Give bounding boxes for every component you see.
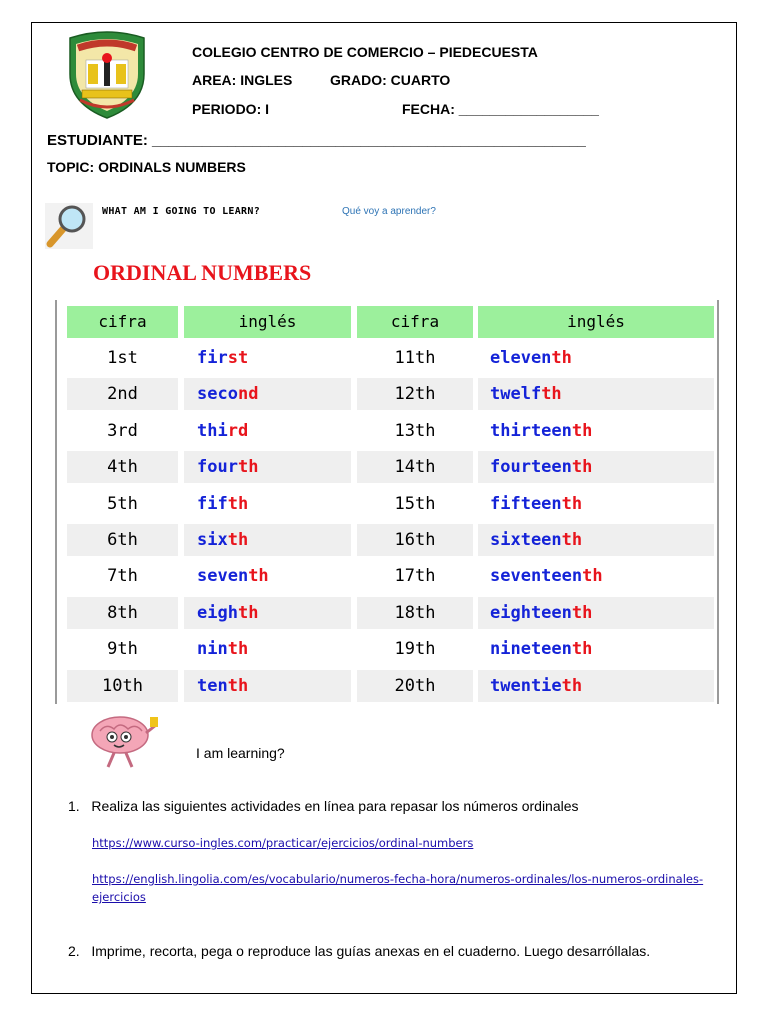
word-suffix: th: [561, 493, 583, 514]
topic-label: TOPIC: ORDINALS NUMBERS: [47, 159, 246, 175]
ordinal-word-cell: [184, 670, 351, 702]
word-suffix: st: [227, 348, 249, 368]
word-suffix: th: [227, 530, 249, 550]
table-row: [67, 342, 714, 374]
ordinal-word-cell: [184, 342, 351, 374]
word-stem: seven: [197, 566, 249, 587]
ordinal-number-cell: 1st: [67, 342, 178, 374]
ordinal-word-cell: [184, 488, 351, 520]
word-stem: nineteen: [490, 639, 572, 660]
word-stem: nin: [197, 639, 228, 660]
word-suffix: th: [571, 639, 593, 660]
word-stem: ten: [197, 675, 228, 696]
table-row: [67, 415, 714, 447]
ordinal-number-cell: 11th: [357, 342, 473, 374]
word-stem: twelf: [490, 384, 542, 405]
ordinal-number-cell: 10th: [67, 670, 178, 702]
word-suffix: th: [571, 420, 593, 441]
ordinal-number-cell: 20th: [357, 670, 473, 702]
ordinal-number-cell: 5th: [67, 488, 178, 520]
word-suffix: nd: [237, 384, 259, 405]
word-suffix: th: [227, 675, 249, 696]
ordinal-number-cell: 12th: [357, 378, 473, 410]
word-stem: seco: [197, 384, 238, 405]
ordinal-word-cell: [184, 415, 351, 447]
word-suffix: th: [237, 602, 259, 623]
word-stem: sixteen: [490, 530, 562, 550]
ordinal-numbers-title: ORDINAL NUMBERS: [93, 260, 312, 285]
student-field: ESTUDIANTE: ____________________________________________________: [47, 132, 586, 149]
grade-label: GRADO: CUARTO: [330, 72, 451, 88]
curso-ingles-link[interactable]: https://www.curso-ingles.com/practicar/ejercicios/ordinal-numbers: [92, 836, 474, 850]
word-stem: twentie: [490, 675, 562, 696]
school-crest-logo: [64, 30, 150, 120]
ordinal-word-cell: [184, 451, 351, 483]
learn-question: WHAT AM I GOING TO LEARN?: [102, 206, 261, 217]
date-field: FECHA: __________________: [402, 101, 599, 117]
word-suffix: th: [551, 348, 572, 368]
ordinal-number-cell: 4th: [67, 451, 178, 483]
word-suffix: th: [582, 566, 603, 587]
word-stem: fir: [197, 348, 228, 368]
ordinal-number-cell: 15th: [357, 488, 473, 520]
table-row: [67, 670, 714, 702]
activity-2-text: Imprime, recorta, pega o reproduce las guías anexas en el cuaderno. Luego desarróllalas.: [91, 943, 651, 959]
ordinal-number-cell: 14th: [357, 451, 473, 483]
activity-2: [68, 943, 650, 959]
ordinal-number-cell: 18th: [357, 597, 473, 629]
word-stem: thirteen: [490, 420, 572, 441]
ordinal-word-cell: [478, 378, 714, 410]
ordinal-word-cell: [478, 670, 714, 702]
ordinal-number-cell: 6th: [67, 524, 178, 556]
ordinal-number-cell: 13th: [357, 415, 473, 447]
word-stem: seventeen: [490, 566, 583, 587]
activity-1-text: Realiza las siguientes actividades en línea para repasar los números ordinales: [91, 798, 579, 814]
ordinal-number-cell: 3rd: [67, 415, 178, 447]
area-label: AREA: INGLES: [192, 72, 293, 88]
table-row: [67, 524, 714, 556]
word-stem: eighteen: [490, 602, 572, 623]
learning-label: I am learning?: [196, 745, 285, 761]
table-row: [67, 597, 714, 629]
word-stem: fif: [197, 493, 228, 514]
word-suffix: th: [541, 384, 562, 405]
ordinal-word-cell: [184, 597, 351, 629]
ordinal-number-cell: 8th: [67, 597, 178, 629]
table-row: [67, 488, 714, 520]
magnifier-icon: [45, 203, 93, 249]
table-header-row: [67, 306, 714, 338]
word-stem: four: [197, 457, 238, 478]
ordinal-word-cell: [184, 524, 351, 556]
word-stem: fourteen: [490, 457, 572, 478]
word-suffix: th: [227, 639, 249, 660]
header-cifra-2: cifra: [357, 306, 473, 338]
word-stem: eigh: [197, 602, 238, 623]
word-stem: thi: [197, 420, 228, 441]
ordinal-number-cell: 19th: [357, 633, 473, 665]
ordinal-word-cell: [478, 488, 714, 520]
ordinal-word-cell: [184, 633, 351, 665]
ordinal-number-cell: 16th: [357, 524, 473, 556]
word-suffix: th: [561, 530, 583, 550]
ordinal-word-cell: [184, 560, 351, 592]
word-suffix: th: [561, 675, 583, 696]
activity-2-number: 2.: [68, 943, 80, 959]
table-row: [67, 378, 714, 410]
word-suffix: rd: [227, 420, 249, 441]
word-suffix: th: [248, 566, 269, 587]
word-suffix: th: [571, 602, 593, 623]
table-row: [67, 451, 714, 483]
ordinal-word-cell: [478, 342, 714, 374]
header-ingles-2: inglés: [478, 306, 714, 338]
ordinal-word-cell: [478, 451, 714, 483]
ordinal-word-cell: [478, 633, 714, 665]
ordinal-word-cell: [478, 524, 714, 556]
header-cifra-1: cifra: [67, 306, 178, 338]
ordinal-word-cell: [478, 597, 714, 629]
word-suffix: th: [571, 457, 593, 478]
activity-1-number: 1.: [68, 798, 80, 814]
ordinal-word-cell: [184, 378, 351, 410]
activity-1: [68, 798, 579, 814]
ordinal-number-cell: 17th: [357, 560, 473, 592]
ordinal-number-cell: 2nd: [67, 378, 178, 410]
period-label: PERIODO: I: [192, 101, 270, 117]
ordinal-word-cell: [478, 560, 714, 592]
word-suffix: th: [237, 457, 259, 478]
word-stem: fifteen: [490, 493, 562, 514]
ordinal-table: [55, 300, 719, 704]
table-row: [67, 560, 714, 592]
ordinal-word-cell: [478, 415, 714, 447]
word-suffix: th: [227, 493, 249, 514]
word-stem: eleven: [490, 348, 552, 368]
brain-mascot-icon: [86, 713, 162, 771]
word-stem: six: [197, 530, 228, 550]
school-name: COLEGIO CENTRO DE COMERCIO – PIEDECUESTA: [192, 44, 538, 60]
ordinal-number-cell: 9th: [67, 633, 178, 665]
header-ingles-1: inglés: [184, 306, 351, 338]
lingolia-link[interactable]: https://english.lingolia.com/es/vocabulario/numeros-fecha-hora/numeros-ordinales/los-numeros-ordinales-ejercicios: [92, 872, 704, 904]
learn-question-spanish: Qué voy a aprender?: [342, 206, 436, 217]
ordinal-number-cell: 7th: [67, 560, 178, 592]
table-row: [67, 633, 714, 665]
